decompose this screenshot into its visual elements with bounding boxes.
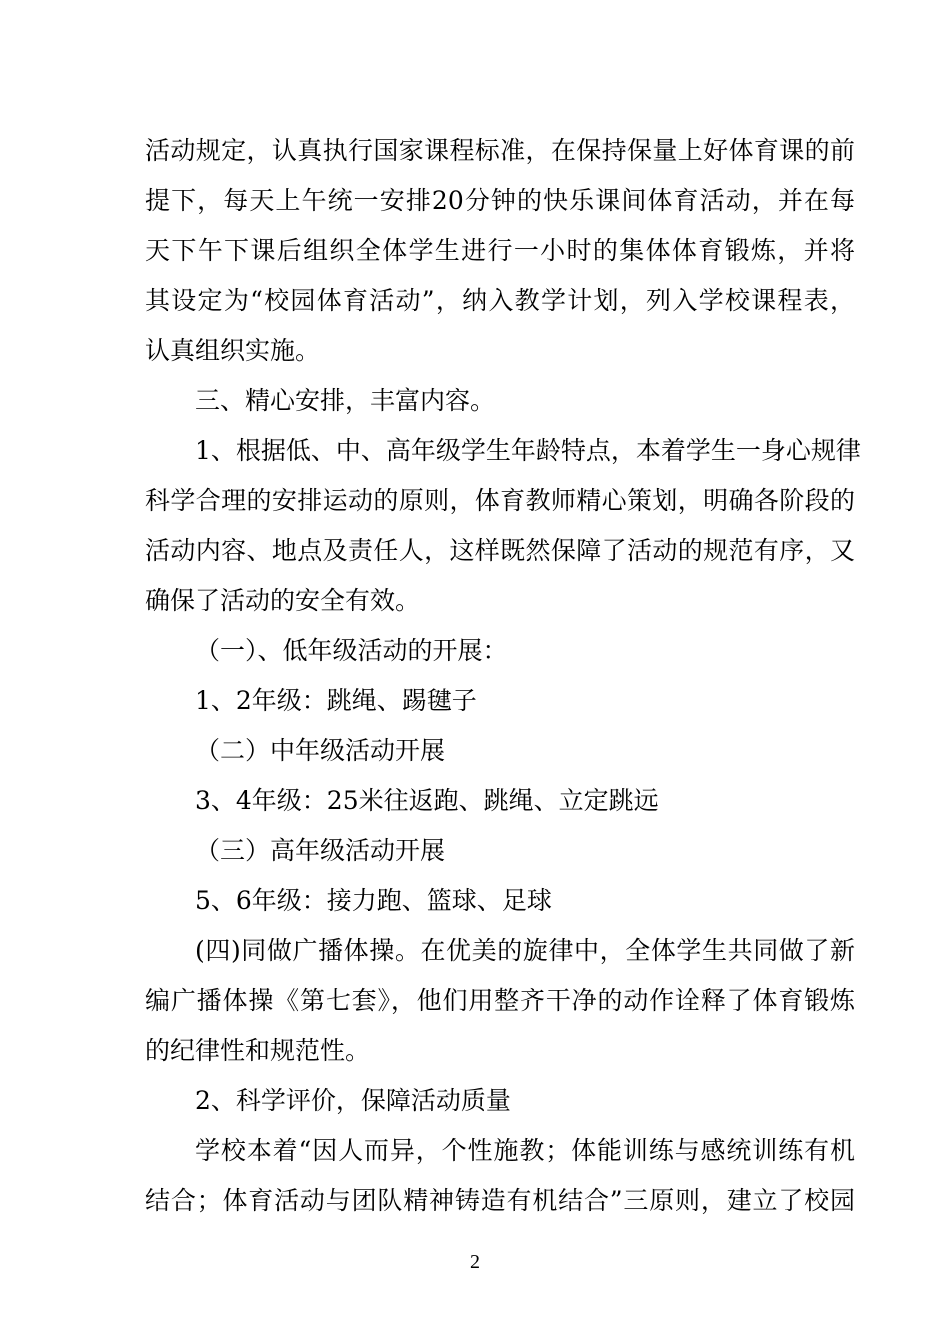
text-line: 活动规定，认真执行国家课程标准，在保持保量上好体育课的前 xyxy=(145,136,855,165)
section-heading: 三、精心安排，丰富内容。 xyxy=(195,386,496,415)
list-item: 5、6年级：接力跑、篮球、足球 xyxy=(195,886,552,915)
sub-heading: （二）中年级活动开展 xyxy=(195,736,446,765)
text-line: 编广播体操《第七套》，他们用整齐干净的动作诠释了体育锻炼 xyxy=(145,986,855,1015)
text-line: 确保了活动的安全有效。 xyxy=(145,586,421,615)
text-line: 学校本着“因人而异，个性施教；体能训练与感统训练有机 xyxy=(195,1136,855,1165)
text-line: 天下午下课后组织全体学生进行一小时的集体体育锻炼，并将 xyxy=(145,236,855,265)
text-line: 其设定为“校园体育活动”，纳入教学计划，列入学校课程表， xyxy=(145,286,855,315)
list-item: 1、2年级：跳绳、踢毽子 xyxy=(195,686,477,715)
text-line: 活动内容、地点及责任人，这样既然保障了活动的规范有序，又 xyxy=(145,536,855,565)
list-item: 3、4年级：25米往返跑、跳绳、立定跳远 xyxy=(195,786,659,815)
text-line: 科学合理的安排运动的原则，体育教师精心策划，明确各阶段的 xyxy=(145,486,855,515)
text-line: 认真组织实施。 xyxy=(145,336,321,365)
sub-heading: （三）高年级活动开展 xyxy=(195,836,446,865)
text-line: (四)同做广播体操。在优美的旋律中，全体学生共同做了新 xyxy=(195,936,855,965)
text-line: 1、根据低、中、高年级学生年龄特点，本着学生一身心规律 xyxy=(195,436,861,465)
page-number: 2 xyxy=(470,1251,480,1273)
text-line: 的纪律性和规范性。 xyxy=(145,1036,371,1065)
text-line: 结合；体育活动与团队精神铸造有机结合”三原则，建立了校园 xyxy=(145,1186,855,1215)
section-heading: 2、科学评价，保障活动质量 xyxy=(195,1086,511,1115)
text-line: 提下，每天上午统一安排20分钟的快乐课间体育活动，并在每 xyxy=(145,186,855,215)
sub-heading: （一）、低年级活动的开展： xyxy=(195,636,508,665)
